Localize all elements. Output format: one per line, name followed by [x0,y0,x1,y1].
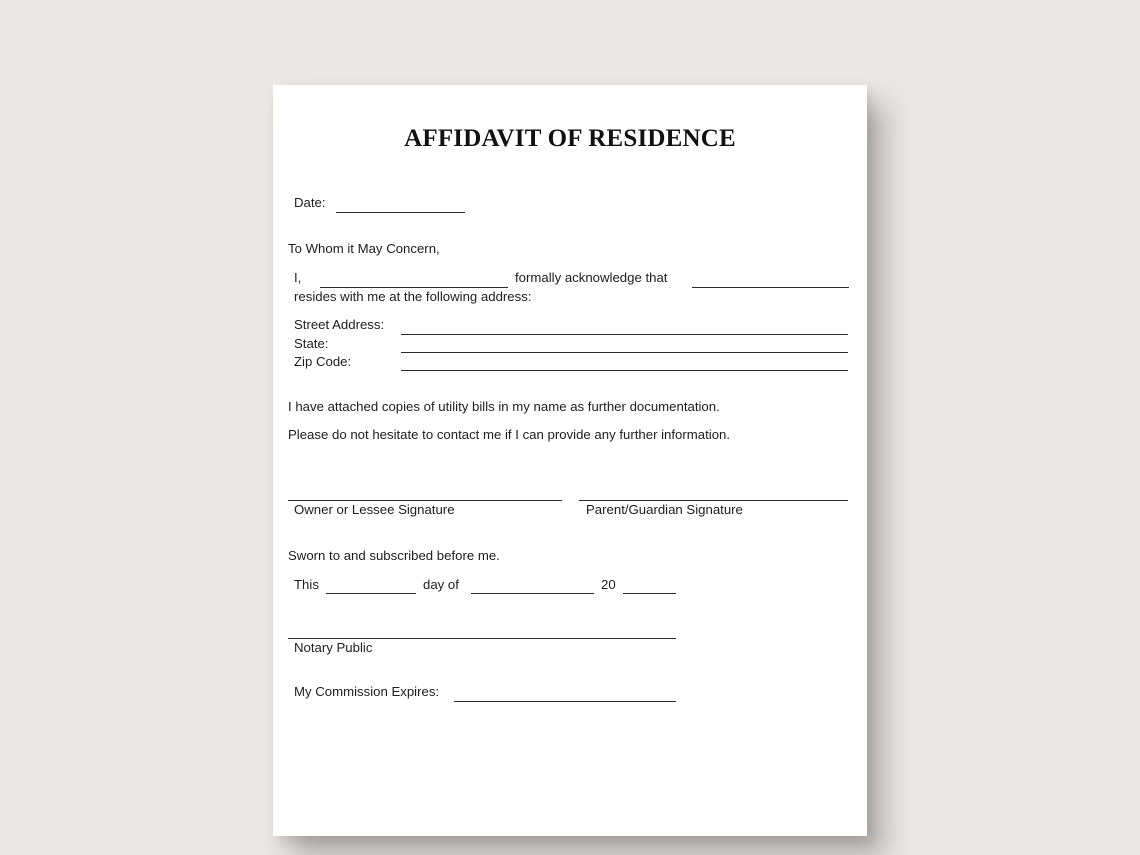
utility-statement: I have attached copies of utility bills in my name as further documentation. [288,399,720,414]
acknowledge-text: formally acknowledge that [515,270,668,285]
commission-expires-label: My Commission Expires: [294,684,440,699]
contact-statement: Please do not hesitate to contact me if I can provide any further information. [288,427,731,442]
this-label: This [294,577,319,592]
zip-code-label: Zip Code: [294,354,352,369]
notary-public-label: Notary Public [294,640,373,655]
owner-signature-line[interactable] [288,500,562,501]
date-field-line[interactable] [336,212,465,213]
year-line[interactable] [623,593,676,594]
zip-code-line[interactable] [401,370,848,371]
salutation-text: To Whom it May Concern, [288,241,440,256]
month-line[interactable] [471,593,594,594]
resides-text: resides with me at the following address: [294,289,532,304]
owner-signature-label: Owner or Lessee Signature [294,502,455,517]
street-address-line[interactable] [401,334,848,335]
day-of-label: day of [423,577,459,592]
declarant-name-line[interactable] [320,287,508,288]
sworn-statement: Sworn to and subscribed before me. [288,548,500,563]
state-label: State: [294,336,329,351]
notary-signature-line[interactable] [288,638,676,639]
street-address-label: Street Address: [294,317,385,332]
i-label: I, [294,270,302,285]
date-label: Date: [294,195,326,210]
guardian-signature-label: Parent/Guardian Signature [586,502,743,517]
resident-name-line[interactable] [692,287,849,288]
state-line[interactable] [401,352,848,353]
document-title: AFFIDAVIT OF RESIDENCE [404,125,736,152]
commission-expires-line[interactable] [454,701,676,702]
affidavit-document [273,85,867,836]
day-line[interactable] [326,593,416,594]
year-prefix: 20 [601,577,616,592]
guardian-signature-line[interactable] [579,500,848,501]
